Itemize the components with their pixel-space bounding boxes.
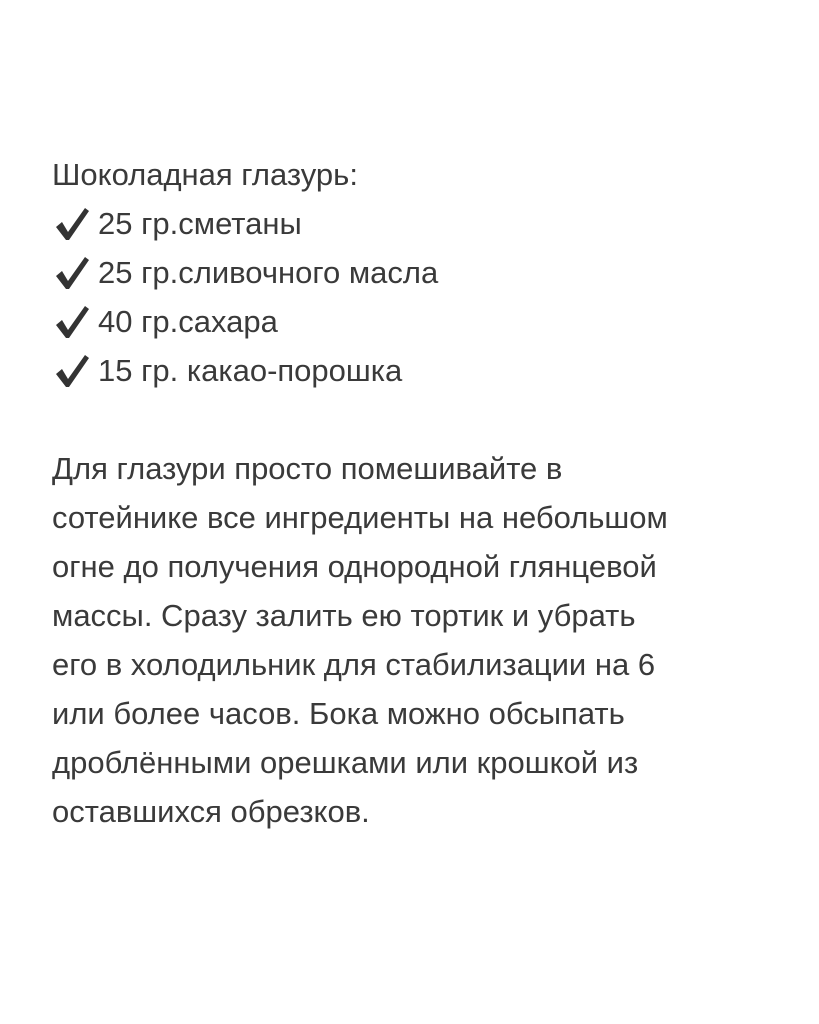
check-mark-icon [52,253,92,293]
instructions-line: массы. Сразу залить ею тортик и убрать [52,598,636,633]
check-mark-icon [52,204,92,244]
list-item [52,346,772,395]
ingredient-text: 25 гр.сливочного масла [98,255,439,290]
instructions-line: огне до получения однородной глянцевой [52,549,657,584]
check-mark-icon [52,351,92,391]
list-item [52,297,772,346]
instructions-line: оставшихся обрезков. [52,794,370,829]
recipe-note [52,150,772,836]
instructions-paragraph [52,444,772,836]
list-item [52,199,772,248]
ingredient-text: 40 гр.сахара [98,304,278,339]
glaze-title: Шоколадная глазурь: [52,157,358,192]
instructions-line: Для глазури просто помешивайте в [52,451,563,486]
list-item [52,248,772,297]
ingredient-text: 25 гр.сметаны [98,206,302,241]
instructions-line: или более часов. Бока можно обсыпать [52,696,625,731]
check-mark-icon [52,302,92,342]
instructions-line: дроблёнными орешками или крошкой из [52,745,639,780]
instructions-line: сотейнике все ингредиенты на небольшом [52,500,668,535]
ingredient-text: 15 гр. какао-порошка [98,353,403,388]
instructions-line: его в холодильник для стабилизации на 6 [52,647,656,682]
ingredient-list [52,199,772,395]
